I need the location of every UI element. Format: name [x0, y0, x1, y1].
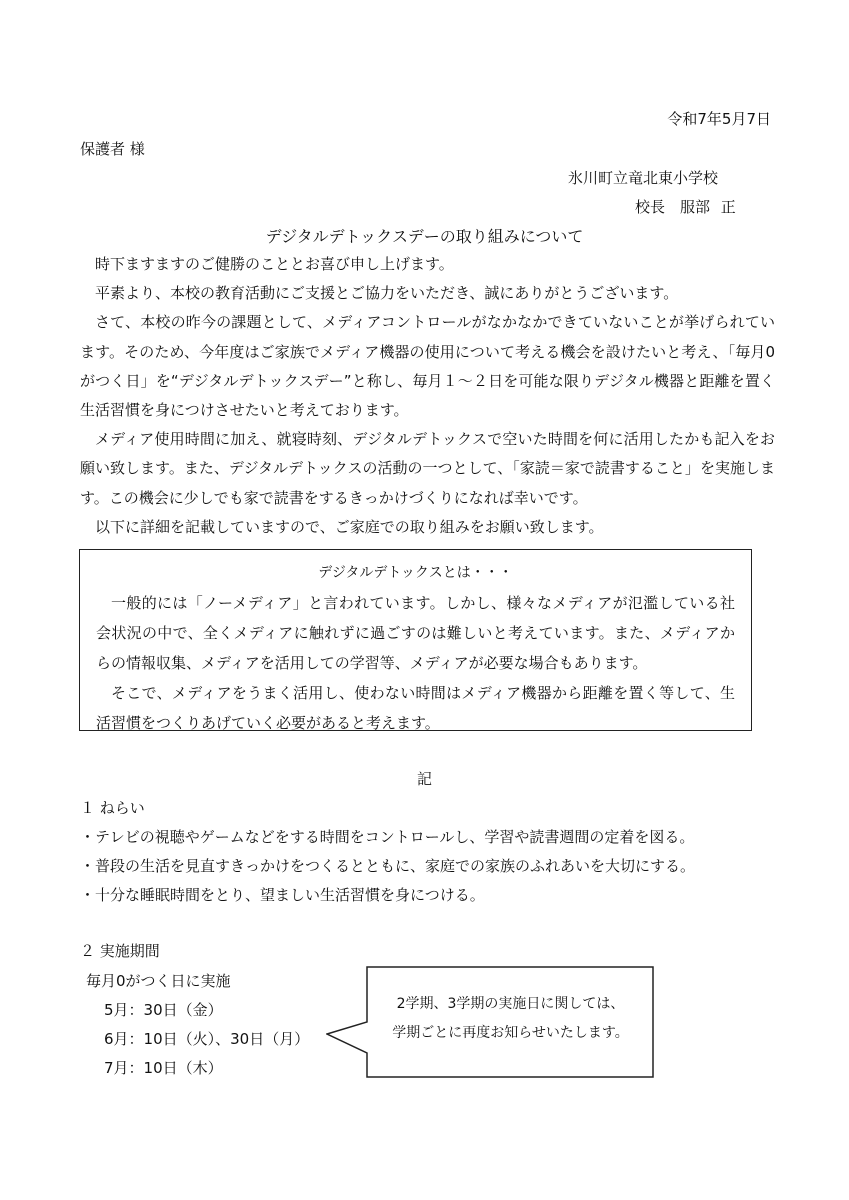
digital-detox-definition-box [79, 549, 752, 731]
callout-text [367, 990, 654, 1048]
ki-heading: 記 [416, 770, 432, 788]
callout-line: 学期ごとに再度お知らせいたします。 [392, 1025, 629, 1041]
document-title: デジタルデトックスデーの取り組みについて [265, 227, 584, 246]
list-item: ・テレビの視聴やゲームなどをする時間をコントロールし、学習や読書週間の定着を図る。 [80, 828, 695, 846]
purpose-paragraph: さて、本校の昨今の課題として、メディアコントロールがなかなかできていないことが挙げられています。そのため、今年度はご家族でメディア機器の使用について考える機会を設けたいと考え、「毎月0がつく日」を“デジタルデトックスデー”と称し、毎月１～２日を可能な限りデジタル機器と距離を置く生活習慣を身につけさせたいと考えております。 [80, 313, 775, 420]
date-item: 5月：30日（金） [104, 1001, 223, 1019]
school-name: 氷川町立竜北東小学校 [568, 169, 719, 187]
schedule-dates [80, 996, 309, 1083]
date-item: 7月：10日（木） [104, 1059, 223, 1077]
thanks-paragraph: 平素より、本校の教育活動にご支援とご協力をいただき、誠にありがとうございます。 [95, 284, 679, 303]
letter-body [80, 250, 775, 542]
schedule-subheading: 毎月0がつく日に実施 [86, 972, 231, 990]
section-heading: １ ねらい [80, 799, 145, 817]
document-date: 令和7年5月7日 [667, 110, 771, 128]
date-item: 6月：10日（火）、30日（月） [104, 1030, 310, 1048]
section-heading: ２ 実施期間 [80, 942, 160, 960]
box-paragraph: 一般的には「ノーメディア」と言われています。しかし、様々なメディアが氾濫している社会状況の中で、全くメディアに触れずに過ごすのは難しいと考えています。また、メディアからの情報収集、メディアを活用しての学習等、メディアが必要な場合もあります。 [96, 594, 735, 672]
request-paragraph: メディア使用時間に加え、就寝時刻、デジタルデトックスで空いた時間を何に活用したかも記入をお願い致します。また、デジタルデトックスの活動の一つとして、「家読＝家で読書すること」を実施します。この機会に少しでも家で読書をするきっかけづくりになれば幸いです。 [80, 430, 775, 507]
greeting-paragraph: 時下ますますのご健勝のこととお喜び申し上げます。 [95, 255, 454, 273]
principal-name: 校長 服部 正 [635, 198, 736, 216]
callout-bubble [326, 966, 654, 1078]
section-aims [80, 793, 695, 910]
box-title: デジタルデトックスとは・・・ [318, 565, 513, 581]
list-item: ・普段の生活を見直すきっかけをつくるとともに、家庭での家族のふれあいを大切にする。 [80, 857, 696, 875]
recipient: 保護者 様 [80, 140, 145, 158]
closing-paragraph: 以下に詳細を記載していますので、ご家庭での取り組みをお願い致します。 [95, 517, 604, 536]
section-schedule [80, 936, 309, 1083]
list-item: ・十分な睡眠時間をとり、望ましい生活習慣を身につける。 [80, 886, 485, 904]
callout-line: 2学期、3学期の実施日に関しては、 [396, 996, 625, 1012]
box-paragraph: そこで、メディアをうまく活用し、使わない時間はメディア機器から距離を置く等して、生活習慣をつくりあげていく必要があると考えます。 [96, 684, 735, 732]
